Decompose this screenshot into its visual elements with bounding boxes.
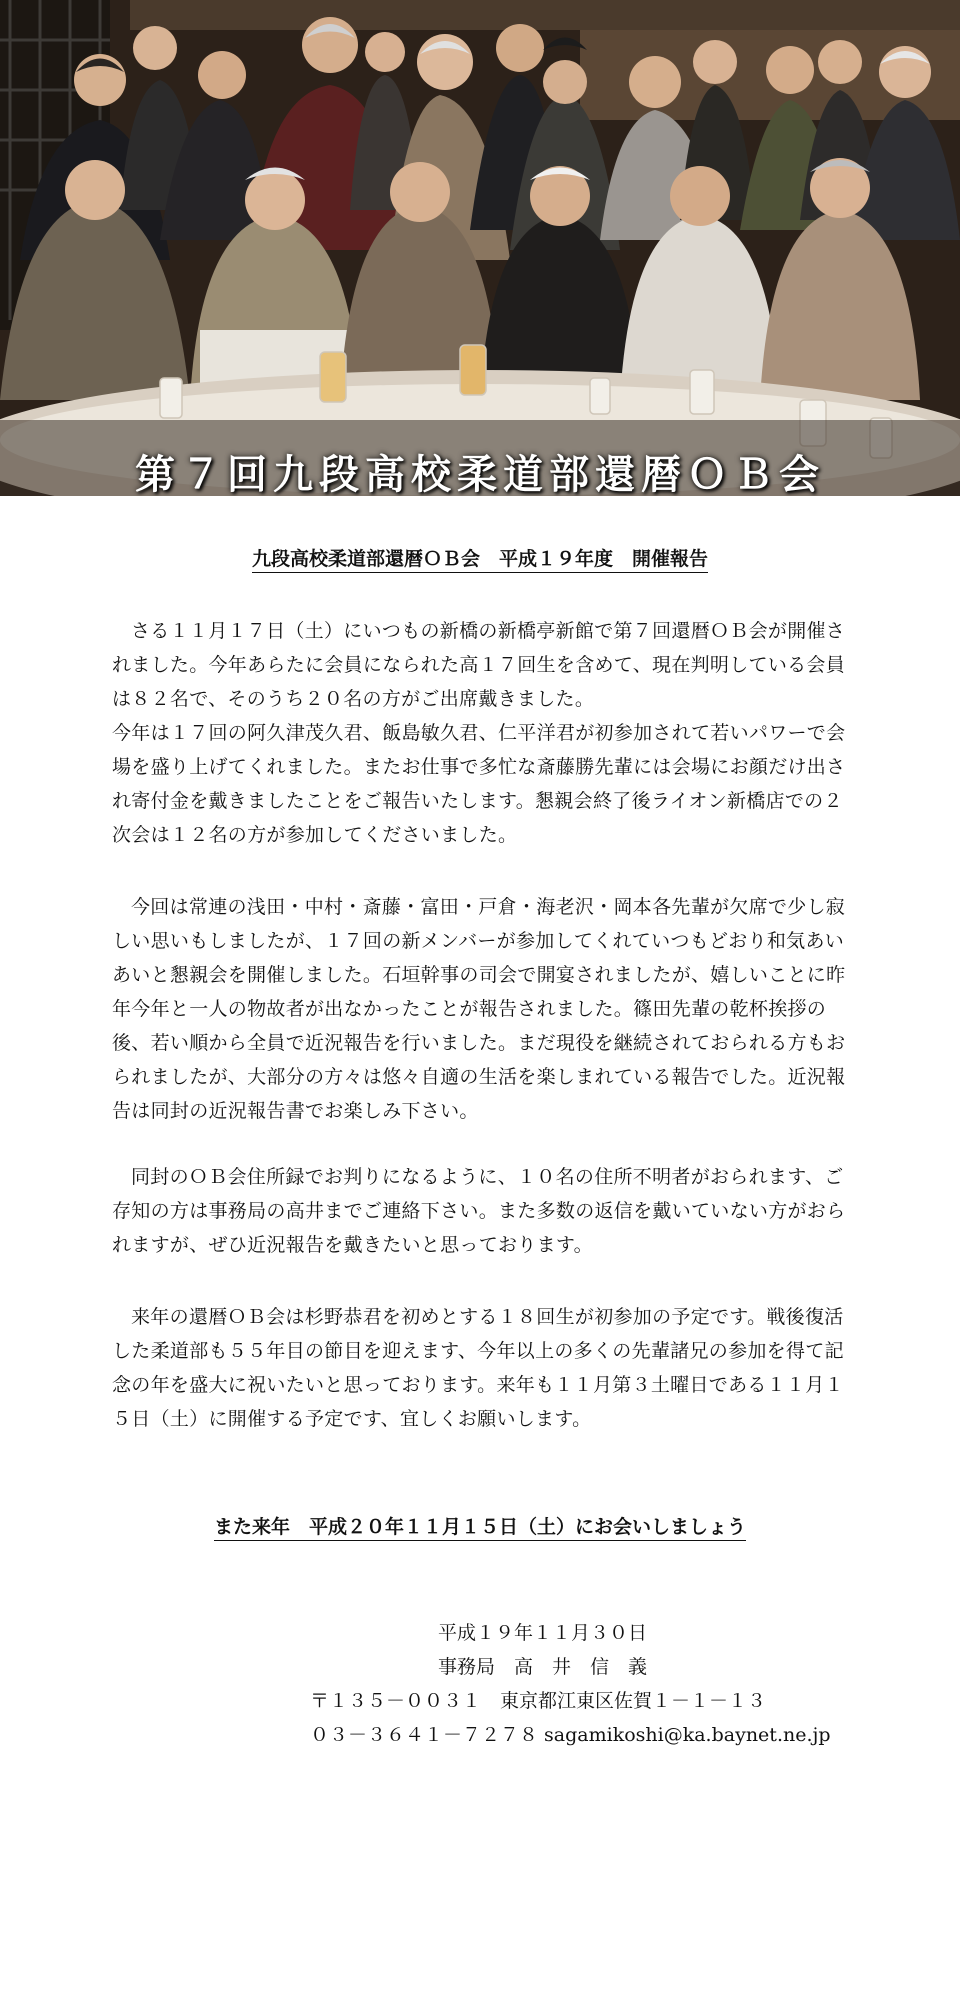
signature-address: 〒１３５－００３１ 東京都江東区佐賀１－１－１３ — [310, 1690, 767, 1712]
paragraph-1 — [112, 614, 852, 852]
paragraph-3 — [112, 1160, 852, 1262]
paragraph-1-text: さる１１月１７日（土）にいつもの新橋の新橋亭新館で第７回還暦ＯＢ会が開催されました。今年あらたに会員になられた高１７回生を含めて、現在判明している会員は８２名で、そのうち２０名の方がご出席戴きました。 — [112, 620, 846, 710]
paragraph-2 — [112, 890, 852, 1128]
paragraph-4 — [112, 1300, 852, 1436]
report-title-text: 九段高校柔道部還暦ＯＢ会 平成１９年度 開催報告 — [252, 548, 708, 573]
paragraph-4-text: 来年の還暦ＯＢ会は杉野恭君を初めとする１８回生が初参加の予定です。戦後復活した柔道部も５５年目の節目を迎えます、今年以上の多くの先輩諸兄の参加を得て記念の年を盛大に祝いたいと思っております。来年も１１月第３土曜日である１１月１５日（土）に開催する予定です、宜しくお願いします。 — [112, 1306, 844, 1430]
group-photo — [0, 0, 960, 496]
signature-block — [310, 1616, 831, 1752]
paragraph-3-text: 同封のＯＢ会住所録でお判りになるように、１０名の住所不明者がおられます、ご存知の方は事務局の高井までご連絡下さい。また多数の返信を戴いていない方がおられますが、ぜひ近況報告を戴きたいと思っております。 — [112, 1166, 846, 1256]
closing-message-text: また来年 平成２０年１１月１５日（土）にお会いしましょう — [214, 1516, 746, 1541]
report-title — [0, 544, 960, 571]
paragraph-2-text: 今回は常連の浅田・中村・斎藤・富田・戸倉・海老沢・岡本各先輩が欠席で少し寂しい思いもしましたが、１７回の新メンバーが参加してくれていつもどおり和気あいあいと懇親会を開催しました。石垣幹事の司会で開宴されましたが、嬉しいことに昨年今年と一人の物故者が出なかったことが報告されました。篠田先輩の乾杯挨拶の後、若い順から全員で近況報告を行いました。まだ現役を継続されておられる方もおられましたが、大部分の方々は悠々自適の生活を楽しまれている報告でした。近況報告は同封の近況報告書でお楽しみ下さい。 — [112, 896, 846, 1122]
paragraph-1-continued-text: 今年は１７回の阿久津茂久君、飯島敏久君、仁平洋君が初参加されて若いパワーで会場を盛り上げてくれました。またお仕事で多忙な斎藤勝先輩には会場にお顔だけ出され寄付金を戴きましたことをご報告いたします。懇親会終了後ライオン新橋店での２次会は１２名の方が参加してくださいました。 — [112, 722, 846, 846]
photo-caption: 第７回九段高校柔道部還暦ＯＢ会 — [135, 451, 825, 496]
closing-message — [0, 1512, 960, 1539]
signature-contact: ０３－３６４１－７２７８ sagamikoshi@ka.baynet.ne.jp — [310, 1724, 831, 1746]
signature-office: 事務局 高 井 信 義 — [438, 1656, 648, 1678]
signature-date: 平成１９年１１月３０日 — [438, 1622, 648, 1644]
group-photo-illustration — [0, 0, 960, 496]
